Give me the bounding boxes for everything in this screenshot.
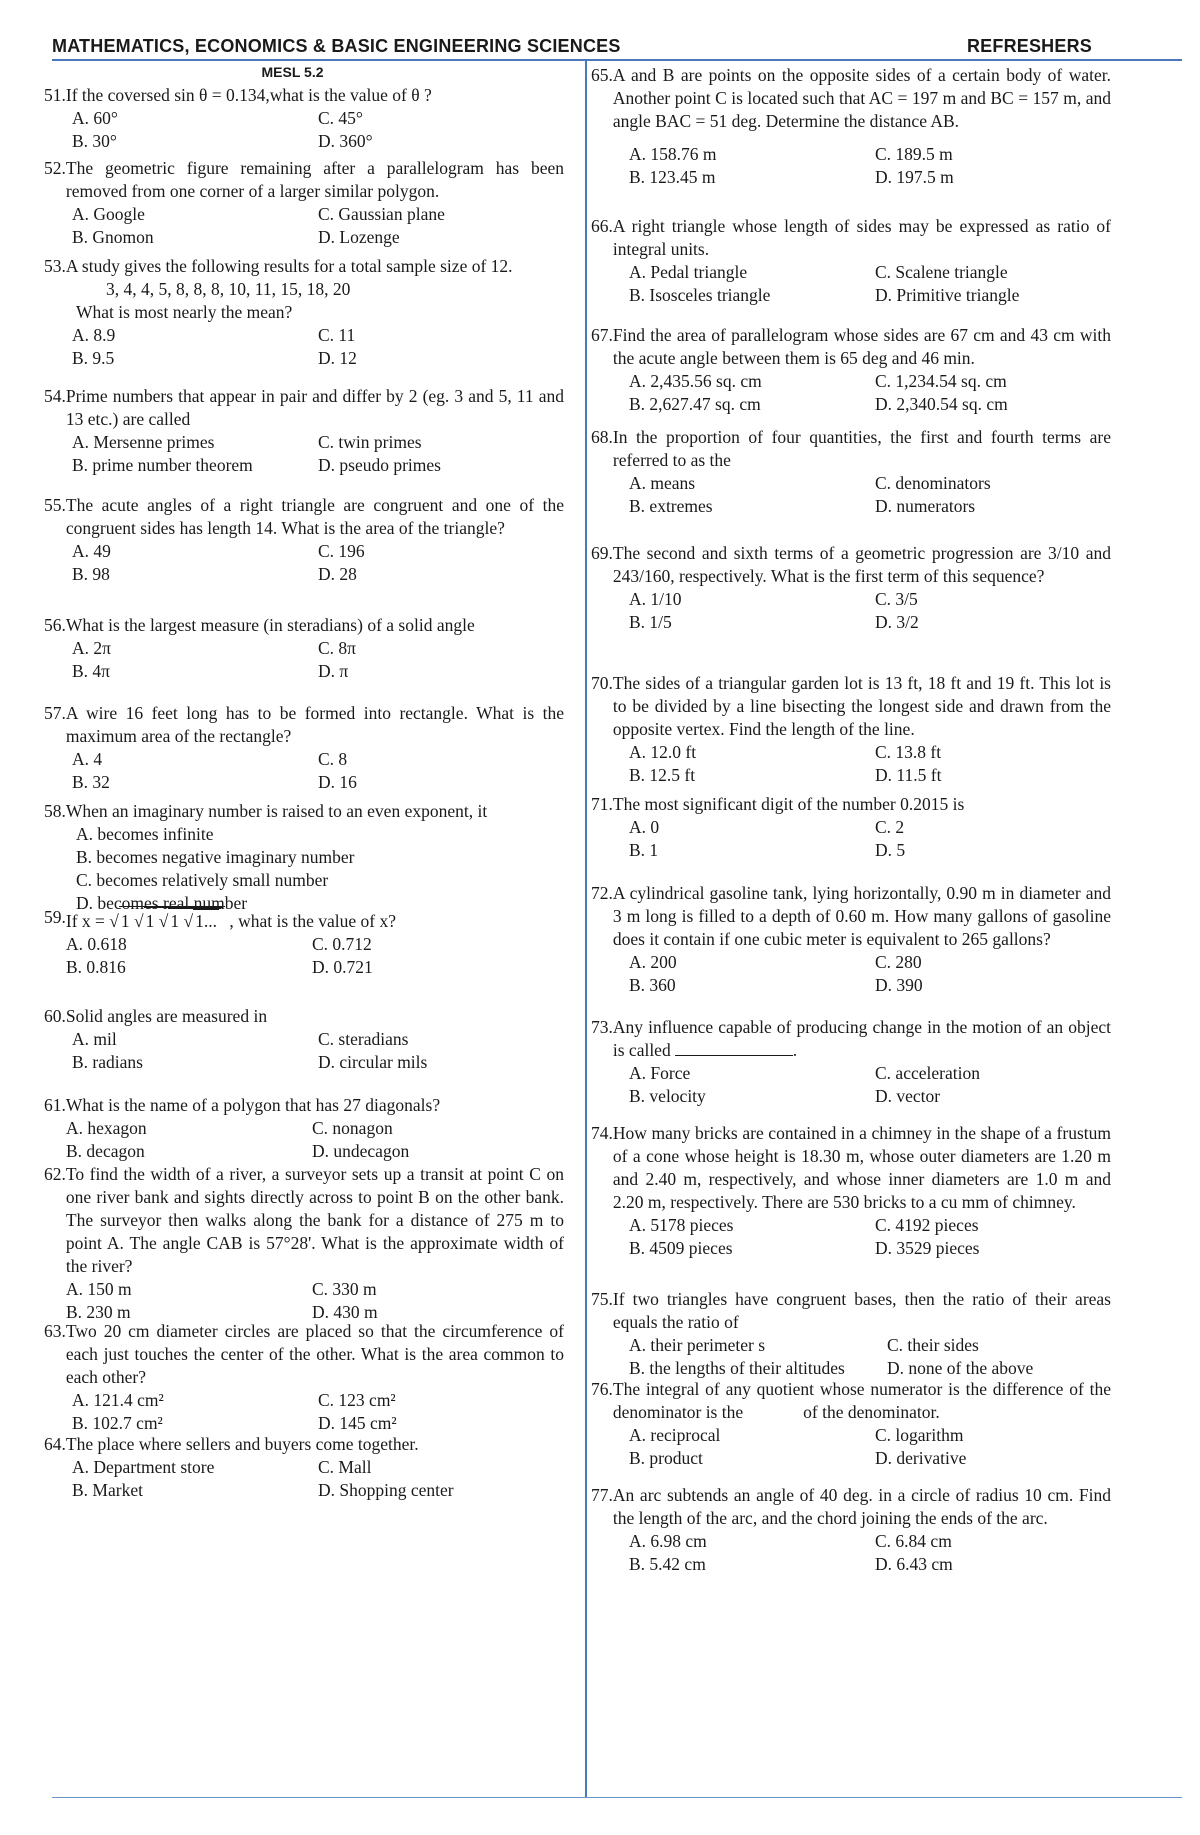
- option-b: B. 12.5 ft: [629, 765, 696, 785]
- option-d: D. none of the above: [887, 1358, 1034, 1378]
- option-a: A. 2,435.56 sq. cm: [629, 371, 762, 391]
- header-subject: MATHEMATICS, ECONOMICS & BASIC ENGINEERING SCIENCES: [52, 36, 621, 56]
- option-c: C. 8: [318, 749, 348, 769]
- question-62: 62. To find the width of a river, a surveyor sets up a transit at point C on one river bank and sights directly across to point B on the other bank. The surveyor then walks along the bank for a distance of 275 m to point A. The angle CAB is 57°28'. What is the approximate width of the river? A. 150 m C. 330 m B. 230 m D. 430 m: [44, 1164, 564, 1322]
- option-d: D. 145 cm²: [318, 1413, 397, 1433]
- option-b: B. Gnomon: [72, 227, 154, 247]
- question-60: 60. Solid angles are measured in A. mil C. steradians B. radians D. circular mils: [44, 1005, 564, 1074]
- option-d: D. becomes real number: [76, 893, 248, 913]
- option-a: A. 0: [629, 817, 660, 837]
- option-b: B. extremes: [629, 496, 713, 516]
- option-c: C. 189.5 m: [875, 144, 953, 164]
- option-b: B. Isosceles triangle: [629, 285, 771, 305]
- option-d: D. 6.43 cm: [875, 1554, 953, 1574]
- option-c: C. steradians: [318, 1029, 409, 1049]
- fill-in-blank: [675, 1055, 793, 1056]
- question-71: 71. The most significant digit of the number 0.2015 is A. 0 C. 2 B. 1 D. 5: [591, 793, 1111, 862]
- option-b: B. 5.42 cm: [629, 1554, 706, 1574]
- option-d: D. 5: [875, 840, 906, 860]
- option-b: B. 230 m: [66, 1302, 131, 1322]
- question-63: 63. Two 20 cm diameter circles are placed so that the circumference of each just touches the center of the other. What is the area common to each other? A. 121.4 cm² C. 123 cm² B. 102.7 cm² D. 145 cm²: [44, 1321, 564, 1433]
- option-b: B. 123.45 m: [629, 167, 716, 187]
- question-52: 52. The geometric figure remaining after a parallelogram has been removed from one corner of a larger similar polygon. A. Google C. Gaussian plane B. Gnomon D. Lozenge: [44, 158, 564, 247]
- option-d: D. 16: [318, 772, 357, 792]
- option-a: A. 2π: [72, 638, 111, 658]
- option-d: D. numerators: [875, 496, 976, 516]
- option-d: D. derivative: [875, 1448, 967, 1468]
- option-d: D. 2,340.54 sq. cm: [875, 394, 1008, 414]
- option-c: C. 6.84 cm: [875, 1531, 952, 1551]
- option-a: A. 6.98 cm: [629, 1531, 707, 1551]
- option-b: B. 32: [72, 772, 110, 792]
- option-b: B. 0.816: [66, 957, 126, 977]
- option-a: A. Pedal triangle: [629, 262, 748, 282]
- option-d: D. 12: [318, 348, 357, 368]
- option-c: C. Gaussian plane: [318, 204, 445, 224]
- option-a: A. becomes infinite: [76, 824, 214, 844]
- sample-data: 3, 4, 4, 5, 8, 8, 8, 10, 11, 15, 18, 20: [106, 279, 351, 299]
- option-d: D. 360°: [318, 131, 373, 151]
- question-65: 65. A and B are points on the opposite sides of a certain body of water. Another point C is located such that AC = 197 m and BC = 157 m, and angle BAC = 51 deg. Determine the distance AB. A. 158.76 m C. 189.5 m B. 123.45 m D. 197.5 m: [591, 65, 1111, 187]
- option-c: C. becomes relatively small number: [76, 870, 329, 890]
- option-c: C. 45°: [318, 108, 363, 128]
- option-b: B. 1: [629, 840, 659, 860]
- exam-code: MESL 5.2: [261, 64, 324, 80]
- question-67: 67. Find the area of parallelogram whose sides are 67 cm and 43 cm with the acute angle between them is 65 deg and 46 min. A. 2,435.56 sq. cm C. 1,234.54 sq. cm B. 2,627.47 sq. cm D. 2,340.54 sq. cm: [591, 325, 1111, 414]
- question-64: 64. The place where sellers and buyers come together. A. Department store C. Mall B. Market D. Shopping center: [44, 1433, 564, 1502]
- option-b: B. radians: [72, 1052, 143, 1072]
- option-c: C. 280: [875, 952, 922, 972]
- option-a: A. 150 m: [66, 1279, 132, 1299]
- question-77: 77. An arc subtends an angle of 40 deg. in a circle of radius 10 cm. Find the length of the arc, and the chord joining the ends of the arc. A. 6.98 cm C. 6.84 cm B. 5.42 cm D. 6.43 cm: [591, 1485, 1111, 1574]
- option-c: C. logarithm: [875, 1425, 964, 1445]
- option-a: A. Department store: [72, 1457, 215, 1477]
- option-b: B. velocity: [629, 1086, 706, 1106]
- option-a: A. 8.9: [72, 325, 116, 345]
- option-c: C. 330 m: [312, 1279, 377, 1299]
- option-c: C. Mall: [318, 1457, 372, 1477]
- option-c: C. 3/5: [875, 589, 918, 609]
- option-a: A. 158.76 m: [629, 144, 717, 164]
- option-a: A. 121.4 cm²: [72, 1390, 164, 1410]
- option-a: A. hexagon: [66, 1118, 147, 1138]
- option-b: B. 4π: [72, 661, 111, 681]
- option-a: A. 200: [629, 952, 677, 972]
- question-ask: What is most nearly the mean?: [76, 302, 293, 322]
- option-d: D. 11.5 ft: [875, 765, 942, 785]
- option-b: B. Market: [72, 1480, 143, 1500]
- option-a: A. Google: [72, 204, 145, 224]
- option-c: C. 13.8 ft: [875, 742, 942, 762]
- option-c: C. acceleration: [875, 1063, 980, 1083]
- option-c: C. their sides: [887, 1335, 979, 1355]
- question-54: 54. Prime numbers that appear in pair and differ by 2 (eg. 3 and 5, 11 and 13 etc.) are called A. Mersenne primes C. twin primes B. prime number theorem D. pseudo primes: [44, 386, 564, 475]
- option-a: A. 12.0 ft: [629, 742, 697, 762]
- option-b: B. product: [629, 1448, 703, 1468]
- question-59: 59. If x = √ 1 √ 1 √ 1 √ 1... , what is the value of x? A. 0.618 C. 0.712 B. 0.816 D. 0.721: [44, 906, 564, 979]
- question-75: 75. If two triangles have congruent bases, then the ratio of their areas equals the ratio of A. their perimeter s C. their sides B. the lengths of their altitudes D. none of the above: [591, 1289, 1111, 1378]
- option-a: A. mil: [72, 1029, 117, 1049]
- radical-sign: √: [158, 911, 169, 931]
- radical-sign: √: [183, 911, 194, 931]
- option-d: D. Lozenge: [318, 227, 400, 247]
- option-d: D. Primitive triangle: [875, 285, 1020, 305]
- option-b: B. 30°: [72, 131, 117, 151]
- option-b: B. 1/5: [629, 612, 672, 632]
- header-refreshers: REFRESHERS: [966, 36, 1092, 56]
- option-d: D. pseudo primes: [318, 455, 441, 475]
- option-b: B. decagon: [66, 1141, 145, 1161]
- question-58: 58. When an imaginary number is raised to an even exponent, it A. becomes infinite B. becomes negative imaginary number C. becomes relatively small number D. becomes real number: [44, 800, 564, 915]
- radical-sign: √: [109, 911, 119, 931]
- question-73: 73. Any influence capable of producing change in the motion of an object is called . A. Force C. acceleration B. velocity D. vector: [591, 1017, 1111, 1106]
- option-b: B. 98: [72, 564, 110, 584]
- question-76: 76. The integral of any quotient whose numerator is the difference of the denominator is the of the denominator. A. reciprocal C. logarithm B. product D. derivative: [591, 1379, 1111, 1468]
- option-b: B. 4509 pieces: [629, 1238, 733, 1258]
- option-a: A. 60°: [72, 108, 118, 128]
- option-c: C. 123 cm²: [318, 1390, 396, 1410]
- option-c: C. nonagon: [312, 1118, 393, 1138]
- question-55: 55. The acute angles of a right triangle are congruent and one of the congruent sides has length 14. What is the area of the triangle? A. 49 C. 196 B. 98 D. 28: [44, 495, 564, 584]
- option-c: C. 2: [875, 817, 905, 837]
- option-c: C. 1,234.54 sq. cm: [875, 371, 1007, 391]
- question-68: 68. In the proportion of four quantities, the first and fourth terms are referred to as the A. means C. denominators B. extremes D. numerators: [591, 427, 1111, 516]
- option-d: D. Shopping center: [318, 1480, 454, 1500]
- option-a: A. 49: [72, 541, 111, 561]
- option-a: A. their perimeter s: [629, 1335, 766, 1355]
- question-74: 74. How many bricks are contained in a chimney in the shape of a frustum of a cone whose height is 18.30 m, whose outer diameters are 1.20 m and 2.40 m, respectively, and whose inner diameters are 1.0 m and 2.20 m, respectively. There are 530 bricks to a cu mm of chimney. A. 5178 pieces C. 4192 pieces B. 4509 pieces D. 3529 pieces: [591, 1123, 1111, 1258]
- option-c: C. denominators: [875, 473, 991, 493]
- option-c: C. 11: [318, 325, 356, 345]
- radical-sign: √: [134, 911, 144, 931]
- option-c: C. 196: [318, 541, 365, 561]
- option-d: D. 28: [318, 564, 357, 584]
- option-d: D. 0.721: [312, 957, 373, 977]
- option-a: A. 5178 pieces: [629, 1215, 734, 1235]
- option-b: B. becomes negative imaginary number: [76, 847, 355, 867]
- option-a: A. 0.618: [66, 934, 127, 954]
- option-b: B. 102.7 cm²: [72, 1413, 163, 1433]
- option-c: C. Scalene triangle: [875, 262, 1008, 282]
- option-d: D. undecagon: [312, 1141, 410, 1161]
- question-61: 61. What is the name of a polygon that has 27 diagonals? A. hexagon C. nonagon B. decagon D. undecagon: [44, 1094, 564, 1163]
- option-d: D. circular mils: [318, 1052, 428, 1072]
- option-c: C. 0.712: [312, 934, 372, 954]
- option-b: B. prime number theorem: [72, 455, 253, 475]
- option-a: A. reciprocal: [629, 1425, 721, 1445]
- question-69: 69. The second and sixth terms of a geometric progression are 3/10 and 243/160, respectively. What is the first term of this sequence? A. 1/10 C. 3/5 B. 1/5 D. 3/2: [591, 543, 1111, 632]
- question-56: 56. What is the largest measure (in steradians) of a solid angle A. 2π C. 8π B. 4π D. π: [44, 614, 564, 683]
- question-51: 51. If the coversed sin θ = 0.134,what is the value of θ ? A. 60° C. 45° B. 30° D. 360°: [44, 84, 564, 153]
- option-d: D. vector: [875, 1086, 941, 1106]
- column-divider: [585, 61, 587, 1797]
- option-c: C. 8π: [318, 638, 357, 658]
- option-a: A. Mersenne primes: [72, 432, 215, 452]
- option-b: B. 360: [629, 975, 676, 995]
- option-a: A. Force: [629, 1063, 691, 1083]
- option-a: A. 4: [72, 749, 103, 769]
- question-72: 72. A cylindrical gasoline tank, lying horizontally, 0.90 m in diameter and 3 m long is filled to a depth of 0.60 m. How many gallons of gasoline does it contain if one cubic meter is equivalent to 265 gallons? A. 200 C. 280 B. 360 D. 390: [591, 883, 1111, 995]
- option-d: D. 3/2: [875, 612, 919, 632]
- header-rule: [52, 59, 1182, 61]
- page-header: [52, 34, 1092, 60]
- option-d: D. 3529 pieces: [875, 1238, 980, 1258]
- option-d: D. 430 m: [312, 1302, 378, 1322]
- option-b: B. 2,627.47 sq. cm: [629, 394, 761, 414]
- option-d: D. 390: [875, 975, 923, 995]
- option-c: C. 4192 pieces: [875, 1215, 979, 1235]
- option-a: A. 1/10: [629, 589, 682, 609]
- question-66: 66. A right triangle whose length of sides may be expressed as ratio of integral units. A. Pedal triangle C. Scalene triangle B. Isosceles triangle D. Primitive triangle: [591, 216, 1111, 305]
- option-d: D. π: [318, 661, 349, 681]
- option-a: A. means: [629, 473, 696, 493]
- option-c: C. twin primes: [318, 432, 422, 452]
- option-b: B. the lengths of their altitudes: [629, 1358, 845, 1378]
- question-70: 70. The sides of a triangular garden lot is 13 ft, 18 ft and 19 ft. This lot is to be divided by a line bisecting the longest side and drawn from the opposite vertex. Find the length of the line. A. 12.0 ft C. 13.8 ft B. 12.5 ft D. 11.5 ft: [591, 673, 1111, 785]
- option-b: B. 9.5: [72, 348, 115, 368]
- footer-rule: [52, 1797, 1182, 1798]
- question-57: 57. A wire 16 feet long has to be formed into rectangle. What is the maximum area of the rectangle? A. 4 C. 8 B. 32 D. 16: [44, 703, 564, 792]
- question-53: 53. A study gives the following results for a total sample size of 12. 3, 4, 4, 5, 8, 8, 8, 10, 11, 15, 18, 20 What is most nearly the mean? A. 8.9 C. 11 B. 9.5 D. 12: [44, 255, 564, 370]
- nested-radical-expression: If x = √ 1 √ 1 √ 1 √ 1... , what is the value of x?: [66, 906, 564, 933]
- option-d: D. 197.5 m: [875, 167, 954, 187]
